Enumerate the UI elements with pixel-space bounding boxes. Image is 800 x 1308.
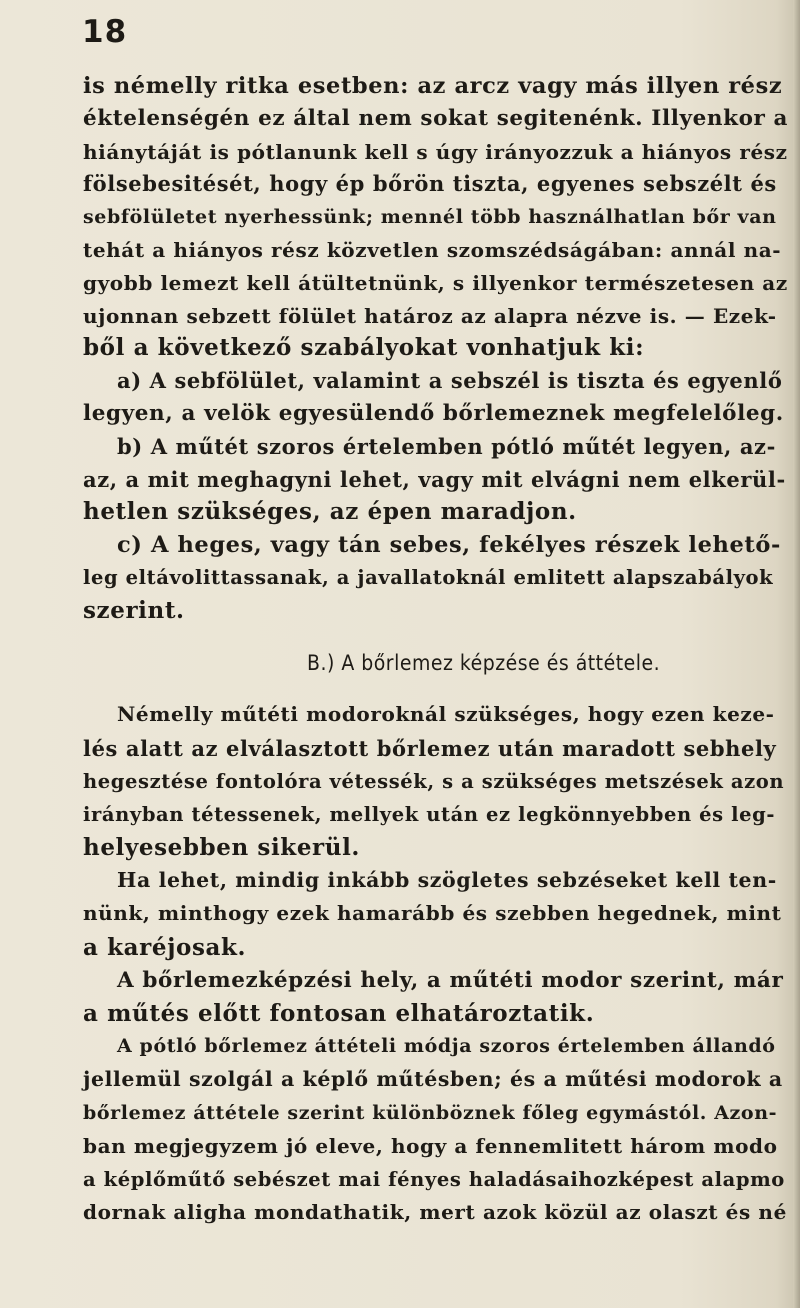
text-line: hetlen szükséges, az épen maradjon. <box>83 498 577 526</box>
text-line: legyen, a velök egyesülendő bőrlemeznek megfelelőleg. <box>83 400 784 426</box>
text-line: bőrlemez áttétele szerint különböznek főleg egymástól. Azon- <box>83 1101 778 1124</box>
text-line: is némelly ritka esetben: az arcz vagy más illyen rész <box>83 73 783 99</box>
text-line: a képlőműtő sebészet mai fényes haladásaihozképest alapmo <box>83 1167 785 1191</box>
text-line: dornak aligha mondathatik, mert azok közül az olaszt és né <box>83 1200 787 1225</box>
text-line: jellemül szolgál a képlő műtésben; és a műtési modorok a <box>83 1067 783 1092</box>
text-line: A bőrlemezképzési hely, a műtéti modor szerint, már <box>117 967 784 993</box>
text-line: az, a mit meghagyni lehet, vagy mit elvágni nem elkerül- <box>83 466 786 492</box>
text-line: c) A heges, vagy tán sebes, fekélyes részek lehető- <box>117 532 781 559</box>
section-heading: B.) A bőrlemez képzése és áttétele. <box>307 650 661 675</box>
text-line: éktelenségén ez által nem sokat segitenénk. Illyenkor a <box>83 105 789 131</box>
text-line: ből a következő szabályokat vonhatjuk ki: <box>83 334 645 362</box>
text-line: leg eltávolittassanak, a javallatoknál emlitett alapszabályok <box>83 565 774 589</box>
text-line: A pótló bőrlemez áttételi módja szoros értelemben állandó <box>117 1035 776 1058</box>
text-line: fölsebesitését, hogy ép bőrön tiszta, egyenes sebszélt és <box>83 171 777 197</box>
page-edge-shadow <box>793 0 800 1308</box>
text-line: Némelly műtéti modoroknál szükséges, hogy ezen keze- <box>117 702 775 727</box>
text-line: a) A sebfölület, valamint a sebszél is tiszta és egyenlő <box>117 368 783 394</box>
page-number: 18 <box>82 14 128 50</box>
text-line: lés alatt az elválasztott bőrlemez után maradott sebhely <box>83 735 777 761</box>
text-line: sebfölületet nyerhessünk; mennél több használhatlan bőr van <box>83 206 777 229</box>
text-line: tehát a hiányos rész közvetlen szomszédságában: annál na- <box>83 237 782 262</box>
text-line: hiánytáját is pótlanunk kell s úgy irányozzuk a hiányos rész <box>83 139 788 164</box>
text-line: a műtés előtt fontosan elhatároztatik. <box>83 1000 595 1028</box>
text-line: a karéjosak. <box>83 933 247 961</box>
text-line: hegesztése fontolóra vétessék, s a szükséges metszések azon <box>83 769 785 793</box>
text-line: ujonnan sebzett fölület határoz az alapra nézve is. — Ezek- <box>83 303 777 328</box>
section-1 <box>83 70 788 628</box>
text-line: b) A műtét szoros értelemben pótló műtét legyen, az- <box>117 433 776 459</box>
body-text <box>83 70 788 1229</box>
text-line: Ha lehet, mindig inkább szögletes sebzéseket kell ten- <box>117 868 777 893</box>
text-line: nünk, minthogy ezek hamarább és szebben hegednek, mint <box>83 901 782 926</box>
text-line: helyesebben sikerül. <box>83 834 361 862</box>
text-line: szerint. <box>83 596 185 624</box>
text-line: irányban tétessenek, mellyek után ez legkönnyebben és leg- <box>83 802 776 826</box>
text-line: gyobb lemezt kell átültetnünk, s illyenkor természetesen az <box>83 270 788 295</box>
section-2 <box>83 698 788 1229</box>
text-line: ban megjegyzem jó eleve, hogy a fennemlitett három modo <box>83 1133 778 1158</box>
